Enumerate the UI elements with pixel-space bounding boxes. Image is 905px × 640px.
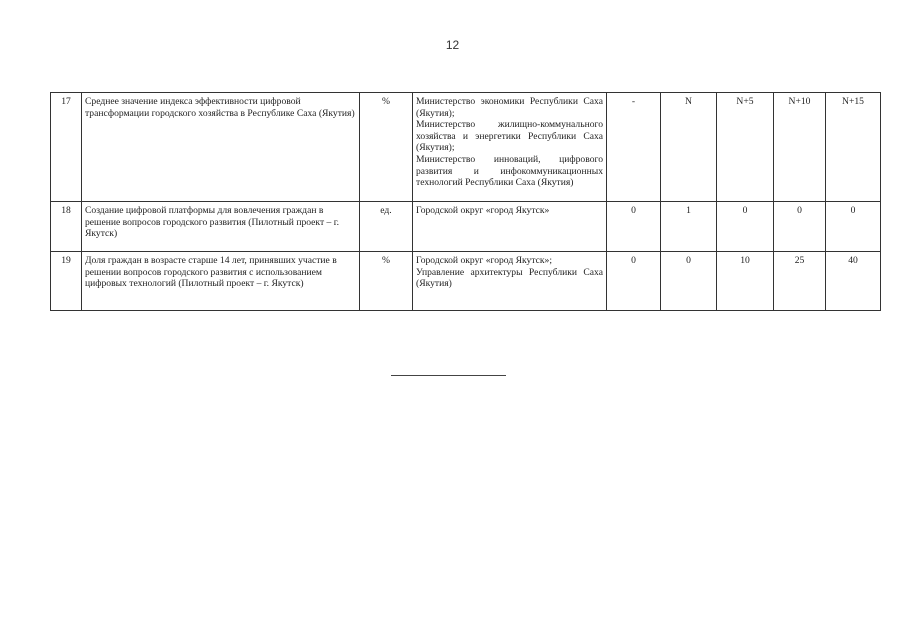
value-cell: 0 xyxy=(717,202,774,252)
responsible-entry: Городской округ «город Якутск»; xyxy=(416,255,553,266)
value-cell: - xyxy=(607,93,661,202)
row-number-cell: 19 xyxy=(51,252,82,311)
unit-cell: % xyxy=(360,93,413,202)
value-cell: 0 xyxy=(774,202,826,252)
table-row xyxy=(51,202,881,252)
value-cell: 0 xyxy=(661,252,717,311)
indicator-name-cell: Создание цифровой платформы для вовлечения граждан в решение вопросов городского развития (Пилотный проект – г. Якутск) xyxy=(82,202,360,252)
unit-cell: % xyxy=(360,252,413,311)
indicators-table xyxy=(50,92,881,311)
indicator-name-cell: Среднее значение индекса эффективности цифровой трансформации городского хозяйства в Республике Саха (Якутия) xyxy=(82,93,360,202)
value-cell: 0 xyxy=(826,202,881,252)
page-number: 12 xyxy=(445,38,460,52)
unit-cell: ед. xyxy=(360,202,413,252)
table-row xyxy=(51,93,881,202)
row-number-cell: 17 xyxy=(51,93,82,202)
value-cell: 40 xyxy=(826,252,881,311)
responsible-entry: Министерство жилищно-коммунального хозяйства и энергетики Республики Саха (Якутия); xyxy=(416,119,603,154)
responsible-cell xyxy=(413,202,607,252)
end-separator-line xyxy=(391,375,506,376)
responsible-cell xyxy=(413,93,607,202)
value-cell: N+15 xyxy=(826,93,881,202)
value-cell: 0 xyxy=(607,252,661,311)
responsible-entry: Министерство экономики Республики Саха (Якутия); xyxy=(416,96,603,119)
value-cell: N+5 xyxy=(717,93,774,202)
responsible-entry: Управление архитектуры Республики Саха (Якутия) xyxy=(416,266,603,290)
responsible-cell xyxy=(413,252,607,311)
value-cell: 25 xyxy=(774,252,826,311)
value-cell: N+10 xyxy=(774,93,826,202)
value-cell: 1 xyxy=(661,202,717,252)
row-number-cell: 18 xyxy=(51,202,82,252)
value-cell: 10 xyxy=(717,252,774,311)
value-cell: 0 xyxy=(607,202,661,252)
responsible-entry: Министерство инноваций, цифрового развития и инфокоммуникационных технологий Республики Саха (Якутия) xyxy=(416,153,603,189)
table-row xyxy=(51,252,881,311)
value-cell: N xyxy=(661,93,717,202)
responsible-entry: Городской округ «город Якутск» xyxy=(416,205,550,216)
indicator-name-cell: Доля граждан в возрасте старше 14 лет, принявших участие в решении вопросов городского развития с использованием цифровых технологий (Пилотный проект – г. Якутск) xyxy=(82,252,360,311)
